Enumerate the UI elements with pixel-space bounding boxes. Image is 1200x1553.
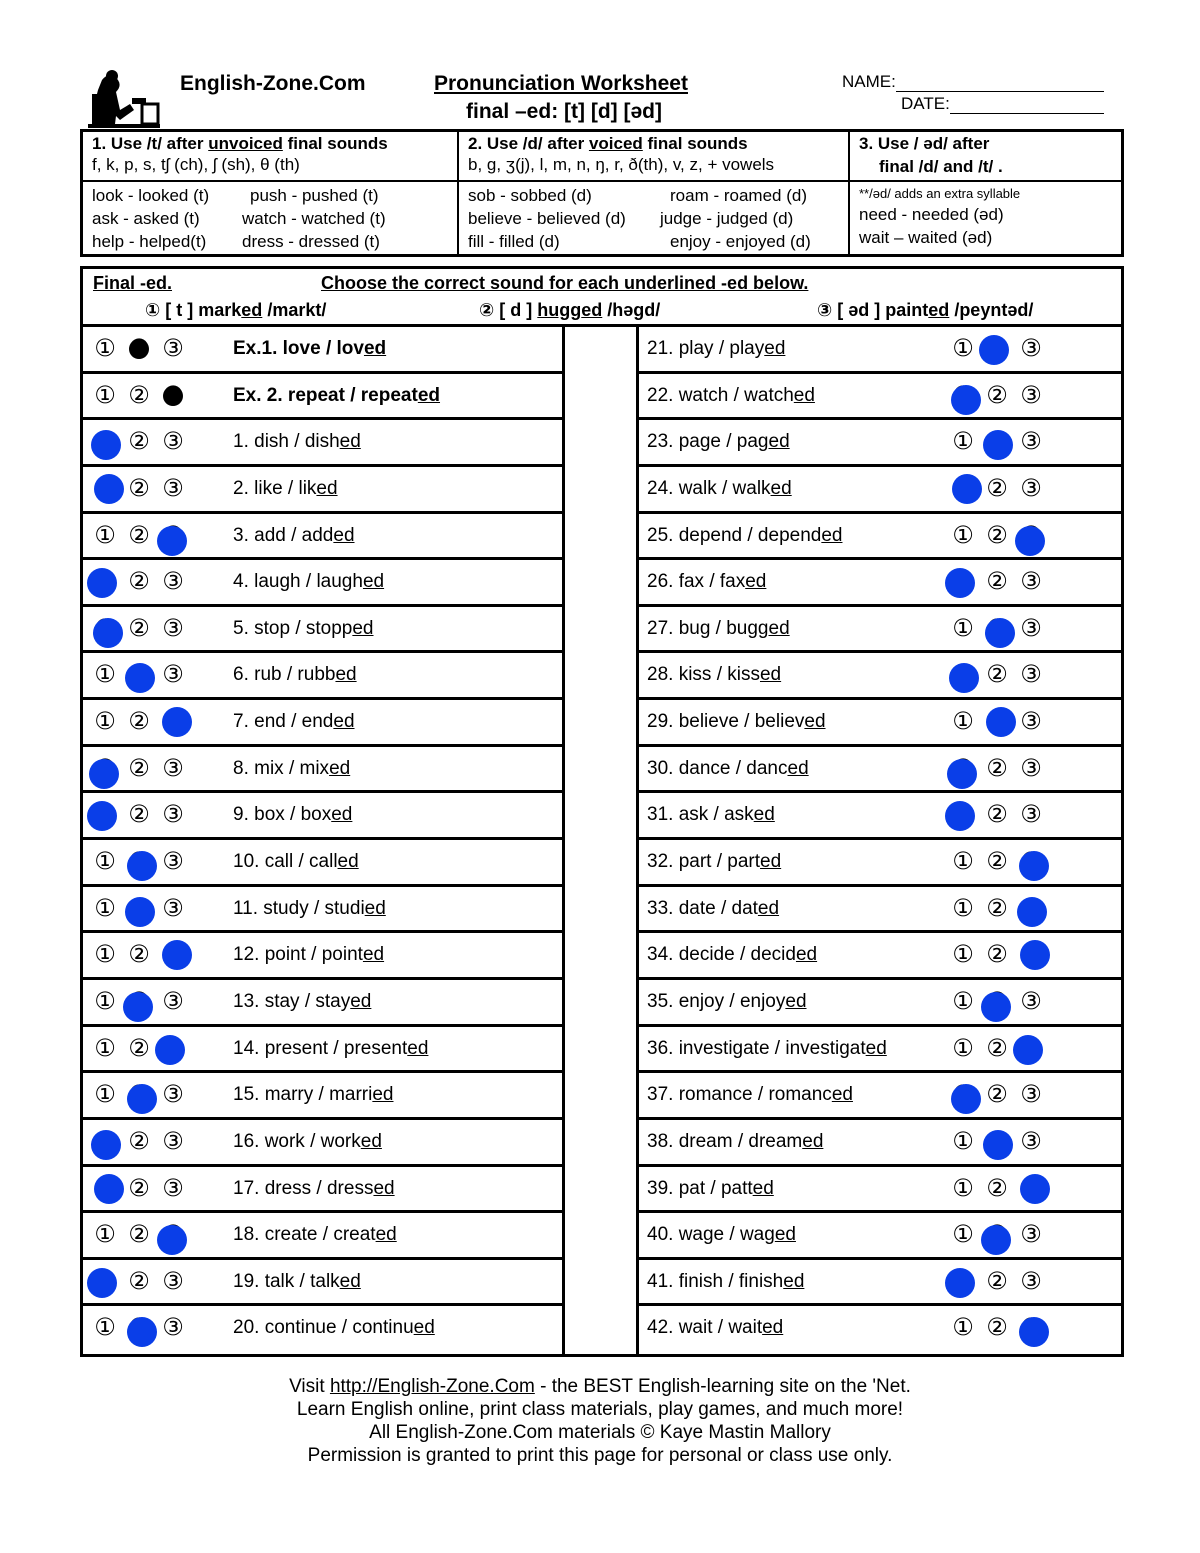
choice-2[interactable]: ② — [986, 1174, 1008, 1202]
question-row — [83, 1073, 562, 1120]
question-row — [639, 887, 1121, 934]
question-row — [83, 1213, 562, 1260]
name-field[interactable]: NAME: — [842, 72, 1104, 92]
choice-3[interactable]: ③ — [162, 801, 184, 829]
choice-3[interactable]: ③ — [162, 1267, 184, 1295]
choice-3[interactable]: ③ — [1020, 1267, 1042, 1295]
question-row — [83, 1167, 562, 1214]
choice-2[interactable]: ② — [128, 941, 150, 969]
question-text: 2. like / liked — [233, 477, 338, 499]
choice-2[interactable]: ② — [986, 521, 1008, 549]
choice-3[interactable]: ③ — [162, 1081, 184, 1109]
selected-answer-mark — [157, 526, 187, 556]
choice-3[interactable]: ③ — [1020, 474, 1042, 502]
option-t: ① [ t ] marked /markt/ — [145, 300, 327, 320]
rule-voiced: 2. Use /d/ after voiced final sounds b, g, ʒ(j), l, m, n, ŋ, r, ð(th), v, z, + vowels sob - sobbed (d) roam - roamed (d) believe - believed (d) judge - judged (d) fill - filled (d) enjoy - enjoyed (d) — [459, 132, 850, 254]
selected-answer-mark — [1013, 1035, 1043, 1065]
question-text: 36. investigate / investigated — [647, 1037, 887, 1059]
question-text: 22. watch / watched — [647, 384, 815, 406]
choice-1[interactable]: ① — [94, 941, 116, 969]
question-text: 11. study / studied — [233, 897, 386, 919]
choice-3[interactable]: ③ — [1020, 614, 1042, 642]
selected-answer-mark — [127, 851, 157, 881]
question-row — [639, 1306, 1121, 1353]
choice-2[interactable]: ② — [128, 708, 150, 736]
question-text: 26. fax / faxed — [647, 571, 767, 593]
selected-answer-mark — [1020, 1174, 1050, 1204]
choice-2[interactable]: ② — [128, 381, 150, 409]
question-text: 34. decide / decided — [647, 944, 818, 966]
choice-2[interactable]: ② — [128, 1174, 150, 1202]
selected-answer-mark — [1019, 851, 1049, 881]
choice-1[interactable]: ① — [952, 987, 974, 1015]
question-row — [83, 420, 562, 467]
selected-answer-mark — [125, 897, 155, 927]
choice-3[interactable]: ③ — [162, 568, 184, 596]
selected-answer-mark — [981, 1225, 1011, 1255]
choice-2[interactable]: ② — [128, 1034, 150, 1062]
question-row — [83, 327, 562, 374]
choice-2[interactable]: ② — [128, 1267, 150, 1295]
choice-2[interactable]: ② — [986, 568, 1008, 596]
choice-3[interactable]: ③ — [162, 428, 184, 456]
choice-2[interactable]: ② — [128, 1221, 150, 1249]
question-row — [639, 840, 1121, 887]
choice-3[interactable]: ③ — [1020, 708, 1042, 736]
choice-2[interactable]: ② — [128, 474, 150, 502]
question-text: 16. work / worked — [233, 1130, 382, 1152]
question-text: 39. pat / patted — [647, 1177, 774, 1199]
selected-answer-mark — [87, 1268, 117, 1298]
choice-1[interactable]: ① — [94, 381, 116, 409]
choice-3[interactable]: ③ — [1020, 754, 1042, 782]
choice-1[interactable]: ① — [952, 708, 974, 736]
choice-2[interactable]: ② — [986, 894, 1008, 922]
question-text: 40. wage / waged — [647, 1224, 796, 1246]
question-row — [83, 933, 562, 980]
question-row — [83, 1120, 562, 1167]
question-row — [83, 840, 562, 887]
selected-answer-mark — [979, 335, 1009, 365]
selected-answer-mark — [1020, 940, 1050, 970]
selected-answer-mark — [91, 1130, 121, 1160]
choice-3[interactable]: ③ — [1020, 568, 1042, 596]
choice-1[interactable]: ① — [94, 708, 116, 736]
question-row — [83, 887, 562, 934]
choice-2[interactable]: ② — [128, 1127, 150, 1155]
question-row — [639, 607, 1121, 654]
question-text: 8. mix / mixed — [233, 757, 351, 779]
question-text: 1. dish / dished — [233, 431, 361, 453]
question-row — [83, 980, 562, 1027]
example-answer-mark — [163, 386, 183, 406]
selected-answer-mark — [155, 1035, 185, 1065]
choice-1[interactable]: ① — [952, 1127, 974, 1155]
choice-3[interactable]: ③ — [162, 754, 184, 782]
date-field[interactable]: DATE: — [901, 94, 1104, 114]
question-row — [639, 700, 1121, 747]
choice-3[interactable]: ③ — [162, 987, 184, 1015]
choice-2[interactable]: ② — [986, 1314, 1008, 1342]
option-ed: ③ [ əd ] painted /peyntəd/ — [817, 300, 1034, 320]
question-text: 10. call / called — [233, 851, 359, 873]
selected-answer-mark — [951, 385, 981, 415]
worksheet-subtitle: final –ed: [t] [d] [əd] — [466, 100, 662, 123]
question-text: 41. finish / finished — [647, 1270, 805, 1292]
choice-2[interactable]: ② — [986, 848, 1008, 876]
option-d: ② [ d ] hugged /həgd/ — [479, 300, 661, 320]
choice-2[interactable]: ② — [986, 1267, 1008, 1295]
worksheet-title: Pronunciation Worksheet — [434, 72, 688, 95]
choice-3[interactable]: ③ — [162, 474, 184, 502]
question-row — [639, 1167, 1121, 1214]
choice-2[interactable]: ② — [986, 754, 1008, 782]
question-row — [83, 560, 562, 607]
choice-1[interactable]: ① — [94, 1034, 116, 1062]
selected-answer-mark — [986, 707, 1016, 737]
question-text: 4. laugh / laughed — [233, 571, 385, 593]
question-row — [83, 514, 562, 561]
question-text: 33. date / dated — [647, 897, 780, 919]
question-row — [639, 1213, 1121, 1260]
choice-1[interactable]: ① — [94, 1221, 116, 1249]
example-answer-mark — [129, 339, 149, 359]
question-row — [639, 327, 1121, 374]
choice-1[interactable]: ① — [952, 848, 974, 876]
choice-2[interactable]: ② — [986, 1081, 1008, 1109]
choice-3[interactable]: ③ — [1020, 1221, 1042, 1249]
choice-3[interactable]: ③ — [1020, 1081, 1042, 1109]
choice-2[interactable]: ② — [986, 474, 1008, 502]
question-row — [639, 980, 1121, 1027]
choice-2[interactable]: ② — [986, 941, 1008, 969]
choice-3[interactable]: ③ — [162, 1314, 184, 1342]
choice-1[interactable]: ① — [94, 661, 116, 689]
choice-3[interactable]: ③ — [1020, 801, 1042, 829]
question-row — [639, 1073, 1121, 1120]
question-text: 14. present / presented — [233, 1037, 429, 1059]
question-text: 35. enjoy / enjoyed — [647, 990, 807, 1012]
choice-2[interactable]: ② — [986, 801, 1008, 829]
selected-answer-mark — [93, 618, 123, 648]
question-row — [639, 1027, 1121, 1074]
left-column — [83, 327, 565, 1354]
question-text: 20. continue / continued — [233, 1317, 435, 1339]
selected-answer-mark — [945, 1268, 975, 1298]
question-text: 24. walk / walked — [647, 477, 792, 499]
choice-1[interactable]: ① — [94, 1081, 116, 1109]
question-row — [83, 374, 562, 421]
selected-answer-mark — [89, 759, 119, 789]
question-row — [639, 1260, 1121, 1307]
selected-answer-mark — [1017, 897, 1047, 927]
question-text: 31. ask / asked — [647, 804, 775, 826]
selected-answer-mark — [981, 992, 1011, 1022]
question-text: 18. create / created — [233, 1224, 397, 1246]
selected-answer-mark — [952, 474, 982, 504]
choice-3[interactable]: ③ — [1020, 428, 1042, 456]
choice-1[interactable]: ① — [952, 614, 974, 642]
question-text: 37. romance / romanced — [647, 1084, 853, 1106]
question-text: 25. depend / depended — [647, 524, 843, 546]
choice-3[interactable]: ③ — [162, 1127, 184, 1155]
choice-1[interactable]: ① — [94, 521, 116, 549]
question-row — [83, 747, 562, 794]
selected-answer-mark — [945, 568, 975, 598]
exercise-header: Final -ed. Choose the correct sound for each underlined -ed below. ① [ t ] marked /markt/ ② [ d ] hugged /həgd/ ③ [ əd ] painted /peyntəd/ — [83, 269, 1121, 327]
question-text: 13. stay / stayed — [233, 990, 372, 1012]
choice-3[interactable]: ③ — [1020, 1127, 1042, 1155]
question-text: 6. rub / rubbed — [233, 664, 357, 686]
selected-answer-mark — [127, 1084, 157, 1114]
choice-3[interactable]: ③ — [162, 1174, 184, 1202]
question-row — [639, 514, 1121, 561]
question-text: 28. kiss / kissed — [647, 664, 782, 686]
selected-answer-mark — [162, 707, 192, 737]
question-text: 42. wait / waited — [647, 1317, 784, 1339]
choice-1[interactable]: ① — [952, 335, 974, 362]
choice-2[interactable]: ② — [986, 381, 1008, 409]
choice-3[interactable]: ③ — [162, 661, 184, 689]
question-row — [83, 1306, 562, 1353]
choice-3[interactable]: ③ — [1020, 987, 1042, 1015]
rule-unvoiced: 1. Use /t/ after unvoiced final sounds f, k, p, s, tʃ (ch), ʃ (sh), θ (th) look - looked (t) push - pushed (t) ask - asked (t) watch - watched (t) help - helped(t) dress - dressed (t) — [83, 132, 459, 254]
question-row — [639, 793, 1121, 840]
site-link[interactable]: http://English-Zone.Com — [329, 1376, 535, 1397]
question-row — [83, 700, 562, 747]
selected-answer-mark — [1015, 526, 1045, 556]
choice-2[interactable]: ② — [128, 801, 150, 829]
selected-answer-mark — [87, 568, 117, 598]
choice-3[interactable]: ③ — [1020, 381, 1042, 409]
selected-answer-mark — [162, 940, 192, 970]
choice-3[interactable]: ③ — [1020, 335, 1042, 362]
question-row — [639, 420, 1121, 467]
choice-1[interactable]: ① — [94, 335, 116, 362]
reader-logo-icon — [88, 70, 160, 128]
instruction: Choose the correct sound for each underlined -ed below. — [321, 273, 809, 293]
question-text: 23. page / paged — [647, 431, 790, 453]
question-row — [639, 374, 1121, 421]
question-row — [83, 653, 562, 700]
question-row — [639, 747, 1121, 794]
choice-1[interactable]: ① — [952, 1174, 974, 1202]
question-row — [83, 467, 562, 514]
choice-1[interactable]: ① — [94, 1314, 116, 1342]
rules-table — [80, 129, 1124, 257]
selected-answer-mark — [94, 474, 124, 504]
choice-3[interactable]: ③ — [1020, 661, 1042, 689]
selected-answer-mark — [157, 1225, 187, 1255]
choice-1[interactable]: ① — [952, 428, 974, 456]
choice-3[interactable]: ③ — [162, 894, 184, 922]
selected-answer-mark — [123, 992, 153, 1022]
question-text: Ex.1. love / loved — [233, 338, 387, 359]
question-text: 30. dance / danced — [647, 757, 809, 779]
choice-1[interactable]: ① — [952, 941, 974, 969]
question-text: 29. believe / believed — [647, 711, 826, 733]
right-column — [636, 327, 1121, 1354]
question-row — [83, 1027, 562, 1074]
question-text: Ex. 2. repeat / repeated — [233, 384, 441, 406]
selected-answer-mark — [983, 1130, 1013, 1160]
choice-2[interactable]: ② — [128, 614, 150, 642]
question-row — [639, 1120, 1121, 1167]
selected-answer-mark — [127, 1317, 157, 1347]
question-row — [639, 467, 1121, 514]
question-row — [83, 607, 562, 654]
choice-1[interactable]: ① — [94, 894, 116, 922]
question-row — [83, 1260, 562, 1307]
question-text: 15. marry / married — [233, 1084, 394, 1106]
choice-1[interactable]: ① — [952, 1034, 974, 1062]
question-text: 7. end / ended — [233, 711, 355, 733]
rule-extra-syllable: 3. Use / əd/ after final /d/ and /t/ . **/əd/ adds an extra syllable need - needed (əd) wait – waited (əd) — [850, 132, 1121, 254]
question-row — [83, 793, 562, 840]
worksheet-header — [80, 66, 1124, 132]
question-text: 9. box / boxed — [233, 804, 353, 826]
question-text: 3. add / added — [233, 524, 355, 546]
selected-answer-mark — [1019, 1317, 1049, 1347]
choice-2[interactable]: ② — [986, 661, 1008, 689]
selected-answer-mark — [951, 1084, 981, 1114]
question-text: 21. play / played — [647, 338, 786, 359]
selected-answer-mark — [985, 618, 1015, 648]
choice-3[interactable]: ③ — [162, 848, 184, 876]
question-row — [639, 560, 1121, 607]
choice-1[interactable]: ① — [952, 1314, 974, 1342]
selected-answer-mark — [947, 759, 977, 789]
question-row — [639, 653, 1121, 700]
choice-2[interactable]: ② — [986, 1034, 1008, 1062]
question-text: 5. stop / stopped — [233, 617, 374, 639]
question-row — [639, 933, 1121, 980]
question-text: 17. dress / dressed — [233, 1177, 395, 1199]
question-text: 38. dream / dreamed — [647, 1130, 824, 1152]
question-text: 12. point / pointed — [233, 944, 385, 966]
question-text: 32. part / parted — [647, 851, 782, 873]
choice-1[interactable]: ① — [952, 894, 974, 922]
exercise-table — [80, 266, 1124, 1357]
selected-answer-mark — [94, 1174, 124, 1204]
question-text: 27. bug / bugged — [647, 617, 790, 639]
site-name: English-Zone.Com — [180, 72, 366, 95]
choice-1[interactable]: ① — [952, 1221, 974, 1249]
choice-3[interactable]: ③ — [162, 335, 184, 362]
choice-2[interactable]: ② — [128, 754, 150, 782]
choice-1[interactable]: ① — [94, 848, 116, 876]
footer: Visit http://English-Zone.Com - the BEST English-learning site on the 'Net. Learn English online, print class materials, play games, and much more! All English-Zone.Com materials © Kaye Mastin Mallory Permission is granted to print this page for personal or class use only. — [289, 1376, 911, 1466]
choice-1[interactable]: ① — [94, 987, 116, 1015]
choice-3[interactable]: ③ — [162, 614, 184, 642]
choice-1[interactable]: ① — [952, 521, 974, 549]
choice-2[interactable]: ② — [128, 521, 150, 549]
choice-2[interactable]: ② — [128, 568, 150, 596]
question-text: 19. talk / talked — [233, 1270, 361, 1292]
choice-2[interactable]: ② — [128, 428, 150, 456]
